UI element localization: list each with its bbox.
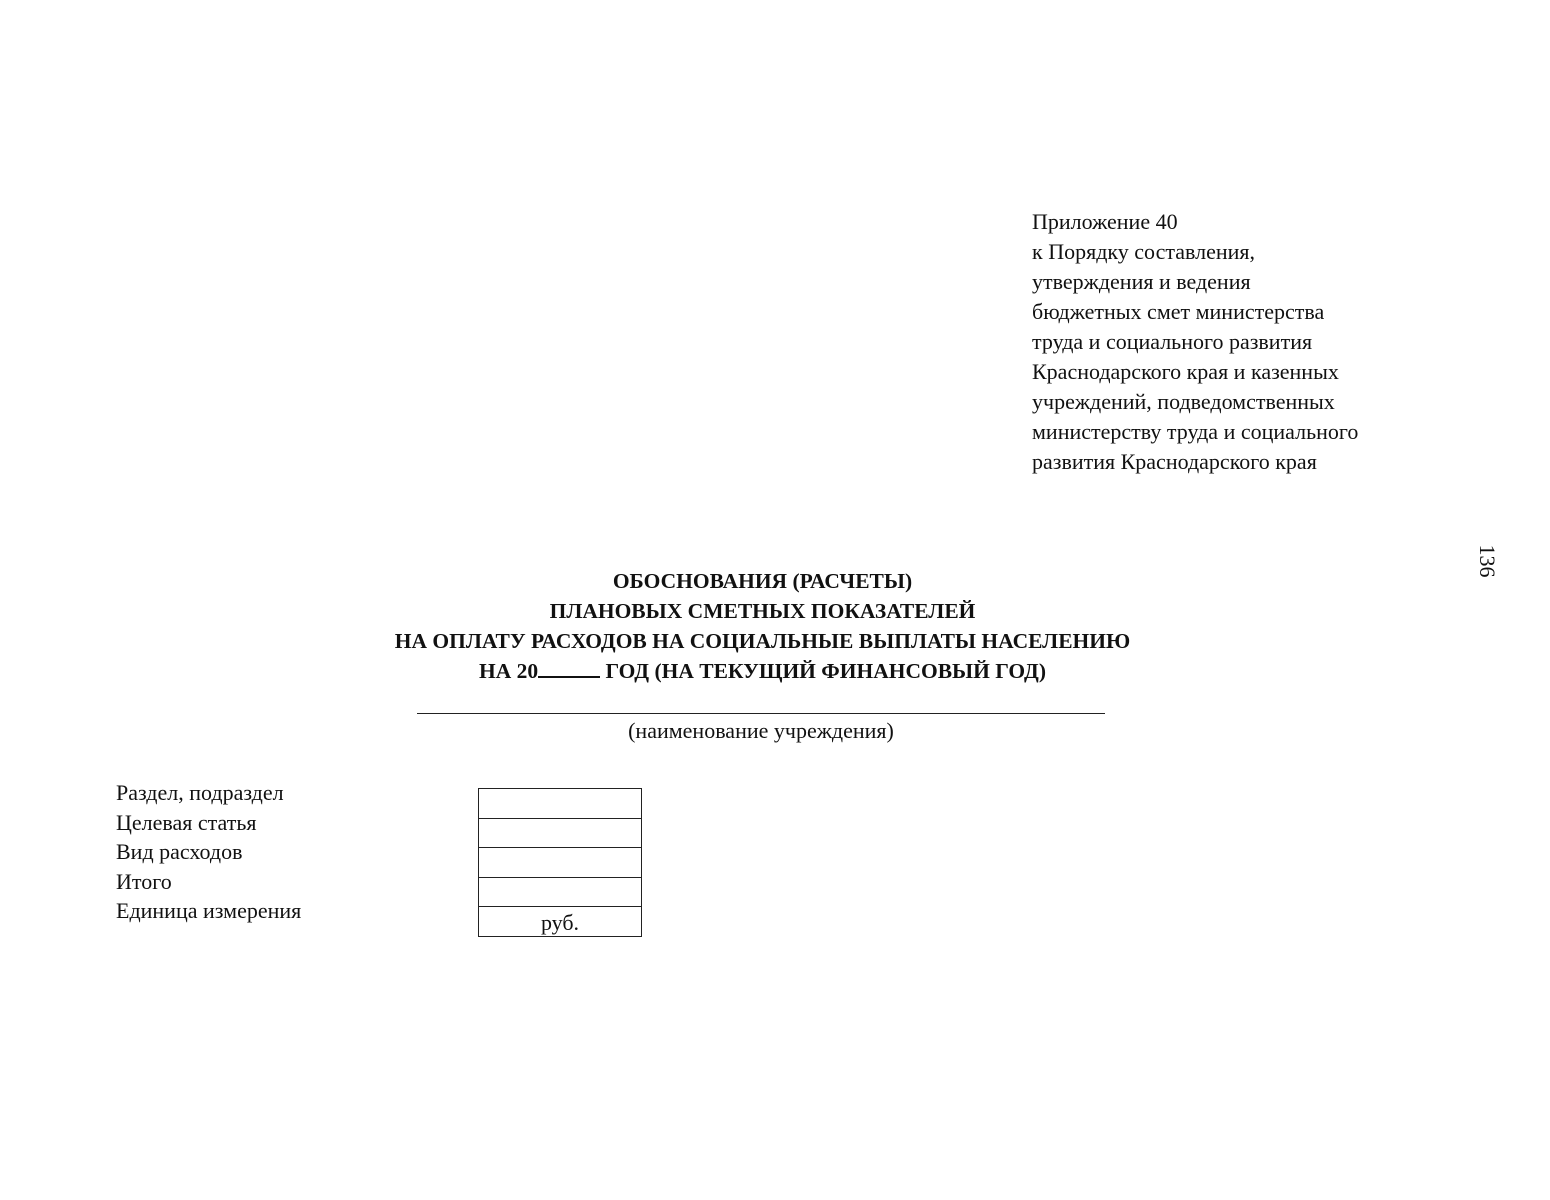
document-title bbox=[250, 566, 1275, 686]
total-cell[interactable] bbox=[479, 877, 642, 907]
appendix-line: Краснодарского края и казенных bbox=[1032, 359, 1339, 384]
label-target-article: Целевая статья bbox=[116, 809, 257, 835]
title-line-2: ПЛАНОВЫХ СМЕТНЫХ ПОКАЗАТЕЛЕЙ bbox=[549, 599, 976, 623]
target-article-cell[interactable] bbox=[479, 818, 642, 848]
expense-type-cell[interactable] bbox=[479, 848, 642, 878]
unit-cell: руб. bbox=[479, 907, 642, 937]
label-expense-type: Вид расходов bbox=[116, 839, 243, 864]
appendix-line: министерству труда и социального bbox=[1032, 419, 1359, 444]
title-line-4 bbox=[250, 656, 1275, 686]
page-number: 136 bbox=[1475, 544, 1500, 578]
appendix-line: Приложение 40 bbox=[1032, 209, 1178, 234]
appendix-line: бюджетных смет министерства bbox=[1032, 299, 1325, 324]
title-line-3: НА ОПЛАТУ РАСХОДОВ НА СОЦИАЛЬНЫЕ ВЫПЛАТЫ НАСЕЛЕНИЮ bbox=[394, 629, 1131, 653]
appendix-line: учреждений, подведомственных bbox=[1032, 389, 1335, 414]
appendix-reference bbox=[1032, 207, 1452, 477]
label-total: Итого bbox=[116, 868, 172, 894]
section-code-cell[interactable] bbox=[479, 789, 642, 819]
appendix-line: к Порядку составления, bbox=[1032, 239, 1255, 264]
title-year-suffix: ГОД (НА ТЕКУЩИЙ ФИНАНСОВЫЙ ГОД) bbox=[600, 659, 1046, 683]
label-section: Раздел, подраздел bbox=[116, 780, 284, 805]
institution-name-field[interactable] bbox=[417, 713, 1105, 714]
appendix-line: труда и социального развития bbox=[1032, 329, 1313, 354]
appendix-line: развития Краснодарского края bbox=[1032, 449, 1317, 474]
code-labels bbox=[116, 778, 301, 926]
appendix-line: утверждения и ведения bbox=[1032, 269, 1251, 294]
label-unit: Единица измерения bbox=[116, 898, 302, 923]
code-table bbox=[478, 788, 642, 937]
year-blank-field[interactable] bbox=[538, 656, 600, 678]
title-line-1: ОБОСНОВАНИЯ (РАСЧЕТЫ) bbox=[612, 569, 913, 593]
institution-caption: (наименование учреждения) bbox=[628, 718, 894, 743]
title-year-prefix: НА 20 bbox=[478, 659, 539, 683]
